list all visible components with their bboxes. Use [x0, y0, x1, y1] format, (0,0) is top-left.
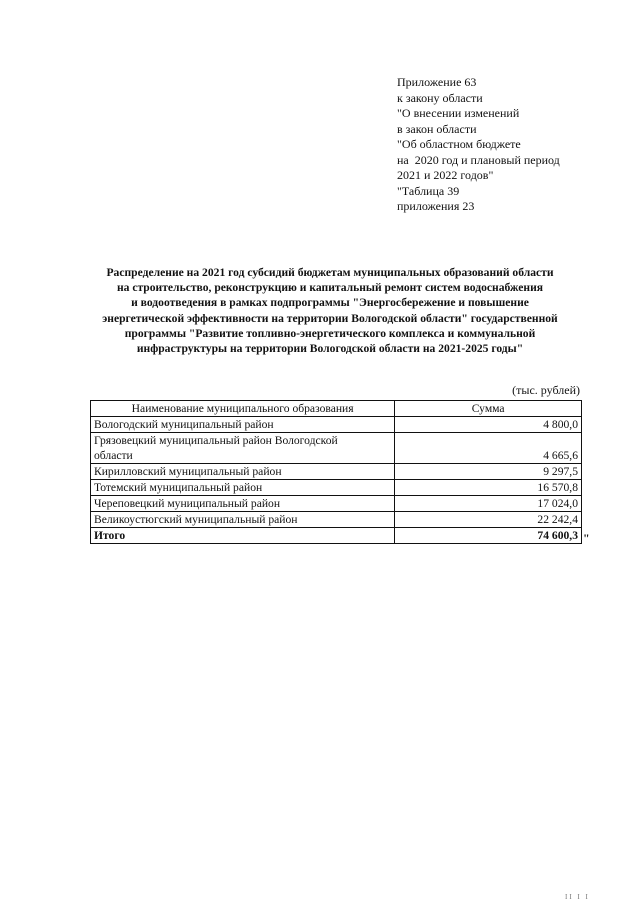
document-title [80, 265, 580, 356]
table-row [91, 417, 582, 433]
document-title-line: программы "Развитие топливно-энергетического комплекса и коммунальной [124, 326, 536, 340]
table-row [91, 512, 582, 528]
row-name: Великоустюгский муниципальный район [91, 512, 395, 528]
row-name: Тотемский муниципальный район [91, 480, 395, 496]
row-sum: 16 570,8 [395, 480, 582, 496]
column-header-sum: Сумма [395, 401, 582, 417]
total-label: Итого [91, 528, 395, 544]
row-name [91, 433, 395, 464]
units-label: (тыс. рублей) [512, 383, 580, 397]
table-total-row [91, 528, 582, 544]
row-name-line: Грязовецкий муниципальный район Вологодской [94, 434, 338, 447]
appendix-note-line: "Об областном бюджете [397, 137, 521, 151]
table-row [91, 433, 582, 464]
row-sum: 4 665,6 [395, 433, 582, 464]
appendix-note-line: приложения 23 [397, 199, 475, 213]
row-name: Кирилловский муниципальный район [91, 464, 395, 480]
document-title-line: Распределение на 2021 год субсидий бюджетам муниципальных образований области [106, 266, 554, 279]
column-header-name: Наименование муниципального образования [91, 401, 395, 417]
row-sum: 22 242,4 [395, 512, 582, 528]
appendix-note-line: Приложение 63 [397, 75, 477, 89]
document-title-line: инфраструктуры на территории Вологодской области на 2021-2025 годы" [136, 342, 524, 356]
document-title-line: на строительство, реконструкцию и капитальный ремонт систем водоснабжения [116, 281, 544, 295]
closing-quote: " [583, 531, 590, 545]
row-sum: 9 297,5 [395, 464, 582, 480]
row-name: Череповецкий муниципальный район [91, 496, 395, 512]
appendix-note-line: "Таблица 39 [397, 183, 460, 198]
row-name: Вологодский муниципальный район [91, 417, 395, 433]
subsidy-table [90, 400, 582, 544]
table-row [91, 496, 582, 512]
appendix-note-line: 2021 и 2022 годов" [397, 168, 494, 182]
appendix-note-line: "О внесении изменений [397, 106, 520, 120]
total-sum: 74 600,3 [395, 528, 582, 544]
row-sum: 4 800,0 [395, 417, 582, 433]
appendix-note-line: в закон области [397, 121, 477, 136]
table-row [91, 464, 582, 480]
row-sum: 17 024,0 [395, 496, 582, 512]
appendix-note [397, 75, 597, 215]
scan-corner-mark: II I I [565, 893, 590, 901]
document-title-line: энергетической эффективности на территории Вологодской области" государственной [102, 311, 558, 325]
row-name-line: области [94, 449, 133, 462]
appendix-note-line: на 2020 год и плановый период [397, 152, 560, 167]
appendix-note-line: к закону области [397, 90, 483, 105]
document-title-line: и водоотведения в рамках подпрограммы "Энергосбережение и повышение [131, 296, 529, 310]
table-row [91, 480, 582, 496]
table-header-row [91, 401, 582, 417]
